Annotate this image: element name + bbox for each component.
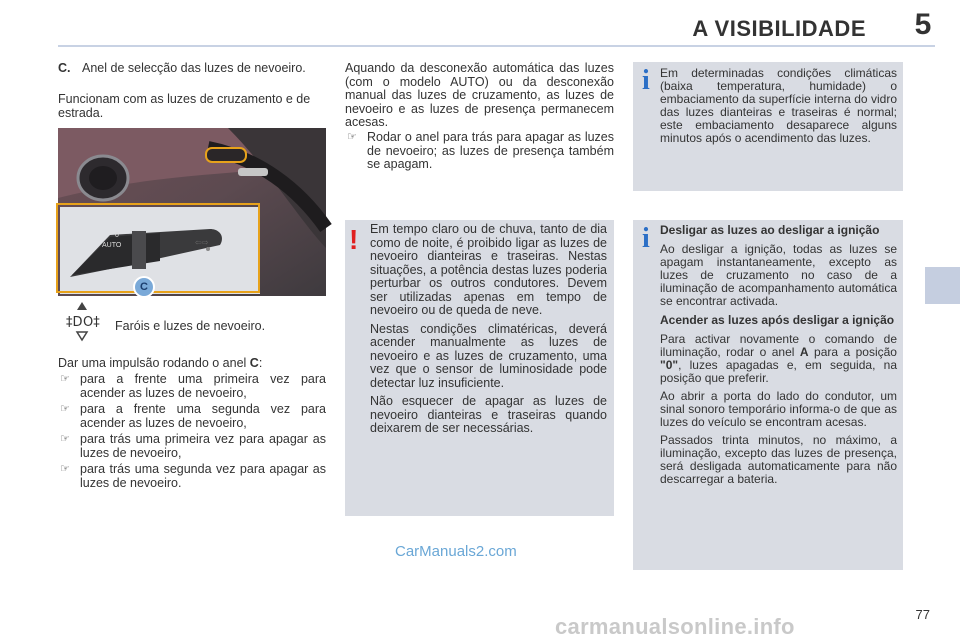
reactivate-paragraph [660, 333, 897, 385]
zero-label: 0 [115, 232, 119, 239]
info-box-condensation [633, 62, 903, 191]
svg-text:‡D: ‡D [66, 315, 83, 330]
bullet-text: para a frente uma primeira vez para acender as luzes de nevoeiro, [80, 372, 326, 400]
warning-text [370, 223, 607, 436]
ignition-on-heading: Acender as luzes após desligar a ignição [660, 313, 895, 327]
chapter-number: 5 [914, 8, 932, 41]
warning-p1: Em tempo claro ou de chuva, tanto de dia como de noite, é proibido ligar as luzes de nevoeiro dianteiras e traseiras. Nestas situações, a potência destas luzes poderia perturbar os outros condutores. Devem ser utilizadas apenas em tempo de nevoeiro ou de queda de neve. [370, 222, 607, 317]
list-item [58, 463, 326, 490]
warning-p2: Nestas condições climatéricas, deverá acender manualmente as luzes de nevoeiro e as luzes de cruzamento, uma vez que o sensor de luminosidade pode detectar luz insuficiente. [370, 321, 607, 390]
warning-p3: Não esquecer de apagar as luzes de nevoeiro dianteiras e traseiras quando deixarem de ser necessárias. [370, 394, 607, 435]
chapter-tab [925, 267, 960, 304]
bullet-text: para trás uma segunda vez para apagar as luzes de nevoeiro. [80, 462, 326, 490]
auto-label: AUTO [102, 242, 122, 249]
header-divider [58, 45, 935, 47]
auto-disconnect-paragraph: Aquando da desconexão automática das luzes (com o modelo AUTO) ou da desconexão manual das luzes de cruzamento, as luzes de nevoeiro e as luzes de presença permanecem acesas. [345, 61, 614, 129]
info-box-ignition [633, 220, 903, 570]
info-text-2 [660, 224, 897, 486]
list-item [58, 433, 326, 460]
ignition-off-heading: Desligar as luzes ao desligar a ignição [660, 223, 880, 237]
bullet-icon: ☞ [347, 131, 357, 143]
page-number: 77 [915, 607, 930, 622]
intro-text: Funcionam com as luzes de cruzamento e de estrada. [58, 92, 311, 120]
bullet-icon: ☞ [60, 403, 70, 415]
bullet-text: para trás uma primeira vez para apagar as luzes de nevoeiro, [80, 432, 326, 460]
reactivate-mid: para a posição [808, 345, 897, 359]
bullet-text: para a frente uma segunda vez para acender as luzes de nevoeiro, [80, 402, 326, 430]
warning-box [345, 220, 614, 516]
fog-lamps-icon [66, 300, 98, 342]
lamps-caption: Faróis e luzes de nevoeiro. [115, 319, 266, 333]
door-warning-text: Ao abrir a porta do lado do condutor, um sinal sonoro temporário informa-o de que as luzes do veículo se encontram acesas. [660, 389, 897, 429]
ignition-off-text: Ao desligar a ignição, todas as luzes se apagam instantaneamente, excepto as luzes de cruzamento no caso de a iluminação de acompanhamento automática se encontrar activada. [660, 242, 897, 308]
bullet-icon: ☞ [60, 373, 70, 385]
reactivate-pre: Para activar novamente o comando de iluminação, rodar o anel [660, 332, 897, 359]
impulse-post: : [258, 356, 263, 370]
bullet-icon: ☞ [60, 463, 70, 475]
warning-icon: ! [349, 224, 359, 255]
watermark: carmanualsonline.info [555, 614, 795, 639]
ring-text: Anel de selecção das luzes de nevoeiro. [82, 61, 306, 75]
list-item [58, 373, 326, 400]
info-icon: i [642, 223, 650, 254]
closeup-frame [56, 203, 260, 293]
reactivate-post: , luzes apagadas e, em seguida, na posição que preferir. [660, 358, 897, 385]
reactivate-position: "0" [660, 358, 679, 372]
ring-description [58, 62, 326, 79]
info-icon: i [642, 65, 650, 96]
reactivate-letter: A [799, 345, 809, 359]
list-item [58, 403, 326, 430]
impulse-pre: Dar uma impulsão rodando o anel [58, 356, 250, 370]
bullet-list [58, 373, 326, 493]
site-link[interactable]: CarManuals2.com [395, 543, 517, 560]
impulse-instruction [58, 357, 326, 371]
info-text-1: Em determinadas condições climáticas (baixa temperatura, humidade) o embaciamento da superfície interna do vidro das luzes dianteiras e traseiras é normal; este embaciamento desaparece alguns minutos após o acendimento das luzes. [660, 66, 897, 145]
impulse-letter: C [249, 356, 259, 370]
auto-off-text: Passados trinta minutos, no máximo, a iluminação, excepto das luzes de presença, será desligada automaticamente para não descarregar a bateria. [660, 433, 897, 486]
bullet-icon: ☞ [60, 433, 70, 445]
ring-callout-c: C [133, 276, 155, 298]
ring-label: C. [58, 61, 71, 75]
svg-text:⇦⇨: ⇦⇨ [195, 238, 209, 247]
page-title: A VISIBILIDADE [692, 16, 866, 41]
col2-bullet [345, 131, 614, 175]
bullet-text: Rodar o anel para trás para apagar as luzes de nevoeiro; as luzes de presença também se apagam. [367, 130, 614, 171]
svg-text:O‡: O‡ [83, 315, 100, 330]
